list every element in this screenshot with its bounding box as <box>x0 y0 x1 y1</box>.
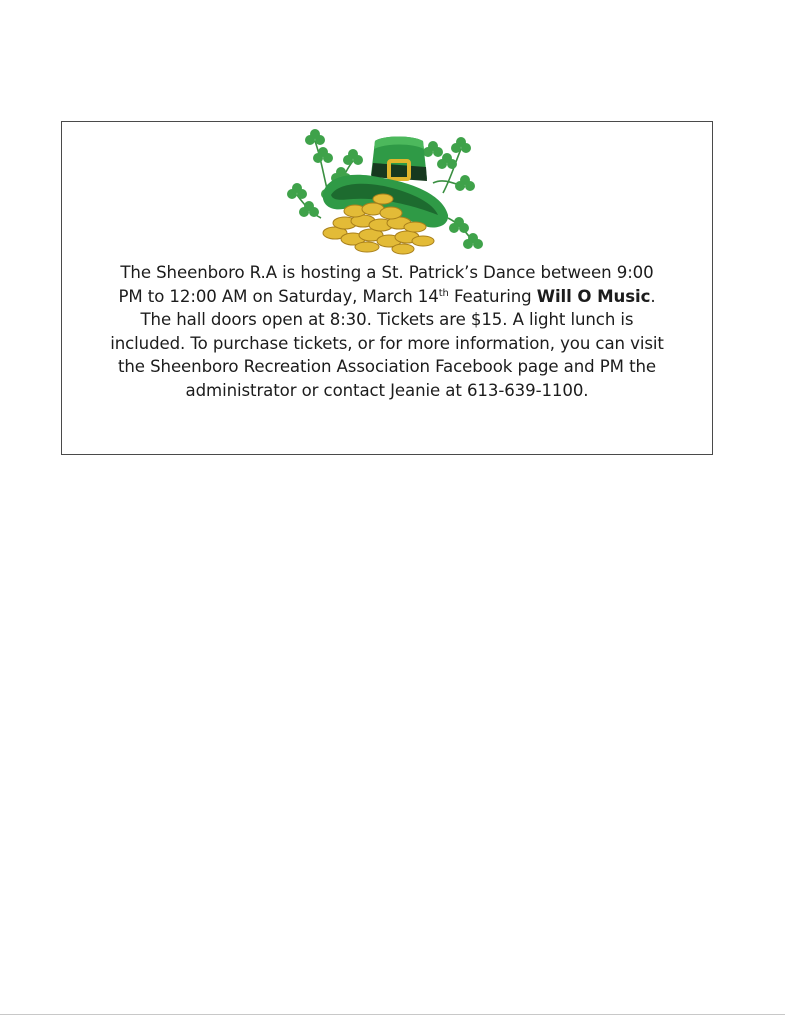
announcement-text <box>68 261 706 403</box>
announcement-line-1: The Sheenboro R.A is hosting a St. Patrick’s Dance between 9:00 <box>120 263 654 282</box>
announcement-line-2-end: . <box>650 286 656 306</box>
date-suffix: th <box>438 287 449 299</box>
flyer-box <box>61 121 713 455</box>
page-edge-line <box>0 1014 785 1015</box>
announcement-line-3: The hall doors open at 8:30. Tickets are $15. A light lunch is <box>140 310 634 330</box>
announcement-line-4: included. To purchase tickets, or for more information, you can visit <box>110 333 664 353</box>
leprechaun-hat-icon <box>283 123 493 261</box>
band-name: Will O Music <box>536 286 651 306</box>
announcement-line-2-start: PM to 12:00 AM on Saturday, March 14 <box>118 286 439 306</box>
announcement-line-5: the Sheenboro Recreation Association Facebook page and PM the <box>117 357 657 377</box>
announcement-line-2-mid: Featuring <box>448 286 537 306</box>
announcement-line-6: administrator or contact Jeanie at 613-639-1100. <box>185 380 589 400</box>
